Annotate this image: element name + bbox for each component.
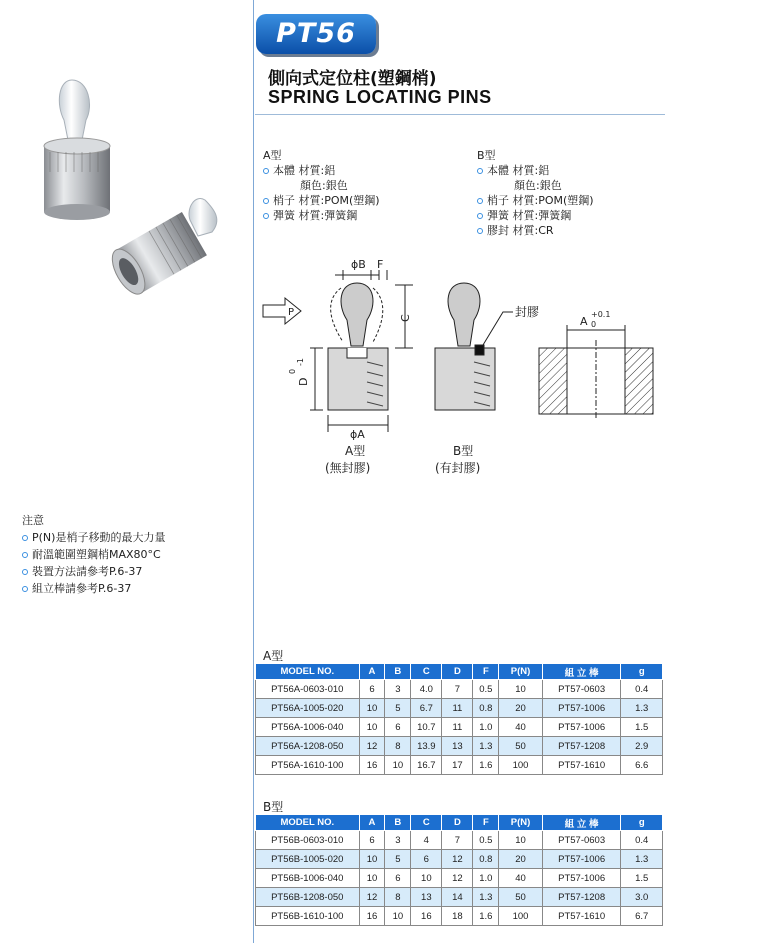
spec-a — [263, 148, 380, 223]
table-cell: 100 — [499, 907, 542, 926]
table-cell: 17 — [442, 756, 473, 775]
type-b-sublabel: (有封膠) — [435, 461, 481, 475]
table-row — [256, 737, 663, 756]
note-item: 耐溫範圍塑鋼梢MAX80°C — [22, 546, 165, 563]
table-cell: 20 — [499, 699, 542, 718]
table-cell: 13 — [411, 888, 442, 907]
type-a-sublabel: (無封膠) — [325, 461, 371, 475]
bullet-icon — [263, 168, 269, 174]
table-cell: 14 — [442, 888, 473, 907]
table-cell: PT56B-0603-010 — [256, 831, 360, 850]
spec-b-line: 彈簧 材質:彈簧鋼 — [477, 208, 594, 223]
bullet-icon — [477, 168, 483, 174]
table-header-row — [256, 815, 663, 831]
table-cell: 16 — [411, 907, 442, 926]
table-cell: PT57-1208 — [542, 737, 621, 756]
table-cell: 7 — [442, 680, 473, 699]
column-header: g — [621, 664, 663, 680]
table-a — [255, 663, 663, 775]
table-row — [256, 850, 663, 869]
spec-a-line: 梢子 材質:POM(塑鋼) — [263, 193, 380, 208]
bullet-icon — [22, 535, 28, 541]
table-cell: PT56A-1005-020 — [256, 699, 360, 718]
table-cell: 8 — [385, 737, 411, 756]
table-cell: 1.0 — [473, 869, 499, 888]
table-cell: PT56B-1610-100 — [256, 907, 360, 926]
table-cell: 5 — [385, 850, 411, 869]
type-a-label: A型 — [345, 444, 366, 458]
table-cell: 10 — [385, 907, 411, 926]
table-cell: 1.5 — [621, 869, 663, 888]
spec-b-line: 本體 材質:鋁 — [477, 163, 594, 178]
column-header: D — [442, 664, 473, 680]
bullet-icon — [477, 213, 483, 219]
table-row — [256, 680, 663, 699]
spec-a-line: 彈簧 材質:彈簧鋼 — [263, 208, 380, 223]
notes-title: 注意 — [22, 514, 44, 527]
table-cell: 5 — [385, 699, 411, 718]
table-cell: 10 — [359, 718, 385, 737]
table-cell: 12 — [359, 737, 385, 756]
column-header: D — [442, 815, 473, 831]
note-item: 裝置方法請參考P.6-37 — [22, 563, 165, 580]
table-cell: 6.6 — [621, 756, 663, 775]
column-header: A — [359, 815, 385, 831]
spec-a-line: 本體 材質:鋁 — [263, 163, 380, 178]
table-row — [256, 869, 663, 888]
table-cell: 6 — [359, 680, 385, 699]
table-cell: PT57-0603 — [542, 680, 621, 699]
table-cell: 6 — [411, 850, 442, 869]
product-photo — [30, 60, 230, 300]
table-cell: 10 — [499, 831, 542, 850]
note-item: P(N)是梢子移動的最大力量 — [22, 529, 165, 546]
header-rule — [255, 114, 665, 115]
spec-b-label: B型 — [477, 149, 496, 162]
table-cell: 12 — [442, 869, 473, 888]
bullet-icon — [22, 552, 28, 558]
table-cell: 2.9 — [621, 737, 663, 756]
bullet-icon — [22, 586, 28, 592]
table-cell: 10 — [385, 756, 411, 775]
table-cell: PT56B-1006-040 — [256, 869, 360, 888]
technical-drawing — [255, 250, 675, 480]
column-header: F — [473, 664, 499, 680]
table-cell: 13.9 — [411, 737, 442, 756]
arrow-p: P — [288, 307, 295, 318]
bullet-icon — [22, 569, 28, 575]
dim-d-tol-top: 0 — [288, 368, 297, 374]
table-cell: 0.8 — [473, 699, 499, 718]
table-cell: 10 — [359, 869, 385, 888]
table-cell: 20 — [499, 850, 542, 869]
table-cell: 6 — [359, 831, 385, 850]
column-header: P(N) — [499, 664, 542, 680]
table-cell: 0.5 — [473, 831, 499, 850]
table-cell: PT57-1006 — [542, 718, 621, 737]
table-cell: 10 — [359, 699, 385, 718]
table-cell: PT57-1208 — [542, 888, 621, 907]
table-cell: 100 — [499, 756, 542, 775]
bullet-icon — [263, 213, 269, 219]
table-cell: 0.8 — [473, 850, 499, 869]
table-cell: 16 — [359, 756, 385, 775]
table-row — [256, 831, 663, 850]
table-cell: PT57-1006 — [542, 850, 621, 869]
dim-phi-a: ϕA — [350, 428, 365, 441]
table-cell: PT56B-1005-020 — [256, 850, 360, 869]
table-cell: 10 — [359, 850, 385, 869]
column-header: 組 立 棒 — [542, 815, 621, 831]
spec-a-line: 顏色:銀色 — [300, 179, 348, 192]
table-cell: PT56A-0603-010 — [256, 680, 360, 699]
table-b-caption: B型 — [263, 800, 284, 814]
hole-dim-a: A — [580, 315, 588, 328]
table-cell: 3 — [385, 831, 411, 850]
notes — [22, 512, 165, 597]
seal-label: 封膠 — [515, 305, 540, 319]
column-header: MODEL NO. — [256, 664, 360, 680]
column-header: B — [385, 664, 411, 680]
column-header: C — [411, 664, 442, 680]
divider-line — [253, 0, 254, 943]
table-a-caption: A型 — [263, 649, 284, 663]
table-cell: 50 — [499, 888, 542, 907]
table-cell: 13 — [442, 737, 473, 756]
hole-tol-top: +0.1 — [591, 310, 611, 319]
page-title-zh: 側向式定位柱(塑鋼梢) — [268, 69, 437, 89]
table-row — [256, 888, 663, 907]
table-cell: PT57-1610 — [542, 907, 621, 926]
spec-b — [477, 148, 594, 238]
dim-phi-b: ϕB — [351, 258, 366, 271]
table-cell: 6 — [385, 718, 411, 737]
table-cell: 0.5 — [473, 680, 499, 699]
column-header: 組 立 棒 — [542, 664, 621, 680]
table-row — [256, 699, 663, 718]
table-cell: 12 — [442, 850, 473, 869]
type-b-label: B型 — [453, 444, 474, 458]
spec-b-line: 顏色:銀色 — [514, 179, 562, 192]
table-cell: 4.0 — [411, 680, 442, 699]
table-cell: 6.7 — [621, 907, 663, 926]
column-header: F — [473, 815, 499, 831]
column-header: MODEL NO. — [256, 815, 360, 831]
table-cell: 11 — [442, 699, 473, 718]
note-item: 組立棒請參考P.6-37 — [22, 580, 165, 597]
table-cell: PT57-1006 — [542, 699, 621, 718]
table-cell: 6.7 — [411, 699, 442, 718]
table-cell: 40 — [499, 869, 542, 888]
table-cell: PT56A-1610-100 — [256, 756, 360, 775]
table-cell: 8 — [385, 888, 411, 907]
table-cell: 12 — [359, 888, 385, 907]
table-cell: 1.3 — [621, 699, 663, 718]
bullet-icon — [263, 198, 269, 204]
table-row — [256, 718, 663, 737]
spec-b-line: 膠封 材質:CR — [477, 223, 594, 238]
table-cell: 18 — [442, 907, 473, 926]
table-cell: 16 — [359, 907, 385, 926]
table-cell: 40 — [499, 718, 542, 737]
table-cell: 1.0 — [473, 718, 499, 737]
column-header: C — [411, 815, 442, 831]
table-cell: PT56B-1208-050 — [256, 888, 360, 907]
hole-tol-bottom: 0 — [591, 320, 597, 329]
table-cell: PT57-1610 — [542, 756, 621, 775]
table-cell: PT56A-1006-040 — [256, 718, 360, 737]
table-cell: 1.3 — [473, 737, 499, 756]
spec-b-line: 梢子 材質:POM(塑鋼) — [477, 193, 594, 208]
page-title-en: SPRING LOCATING PINS — [268, 87, 492, 107]
bullet-icon — [477, 198, 483, 204]
table-cell: 3 — [385, 680, 411, 699]
table-cell: 1.6 — [473, 907, 499, 926]
column-header: B — [385, 815, 411, 831]
table-cell: 16.7 — [411, 756, 442, 775]
dim-d-tol-bottom: -1 — [296, 358, 305, 366]
table-cell: 1.3 — [473, 888, 499, 907]
spec-a-label: A型 — [263, 149, 282, 162]
dim-c: C — [399, 314, 412, 322]
table-cell: 10 — [411, 869, 442, 888]
column-header: g — [621, 815, 663, 831]
table-cell: 1.3 — [621, 850, 663, 869]
table-cell: PT57-1006 — [542, 869, 621, 888]
table-b — [255, 814, 663, 926]
table-cell: PT56A-1208-050 — [256, 737, 360, 756]
bullet-icon — [477, 228, 483, 234]
table-cell: 11 — [442, 718, 473, 737]
table-cell: 0.4 — [621, 680, 663, 699]
table-cell: 7 — [442, 831, 473, 850]
table-cell: 4 — [411, 831, 442, 850]
model-badge: PT56 — [256, 14, 376, 54]
table-cell: 3.0 — [621, 888, 663, 907]
table-cell: 10 — [499, 680, 542, 699]
table-row — [256, 907, 663, 926]
table-cell: 1.5 — [621, 718, 663, 737]
dim-d: D — [297, 377, 310, 386]
table-cell: 0.4 — [621, 831, 663, 850]
table-row — [256, 756, 663, 775]
table-cell: 50 — [499, 737, 542, 756]
table-cell: 10.7 — [411, 718, 442, 737]
table-header-row — [256, 664, 663, 680]
table-cell: 6 — [385, 869, 411, 888]
column-header: P(N) — [499, 815, 542, 831]
dim-f: F — [377, 258, 384, 271]
table-cell: PT57-0603 — [542, 831, 621, 850]
table-cell: 1.6 — [473, 756, 499, 775]
column-header: A — [359, 664, 385, 680]
